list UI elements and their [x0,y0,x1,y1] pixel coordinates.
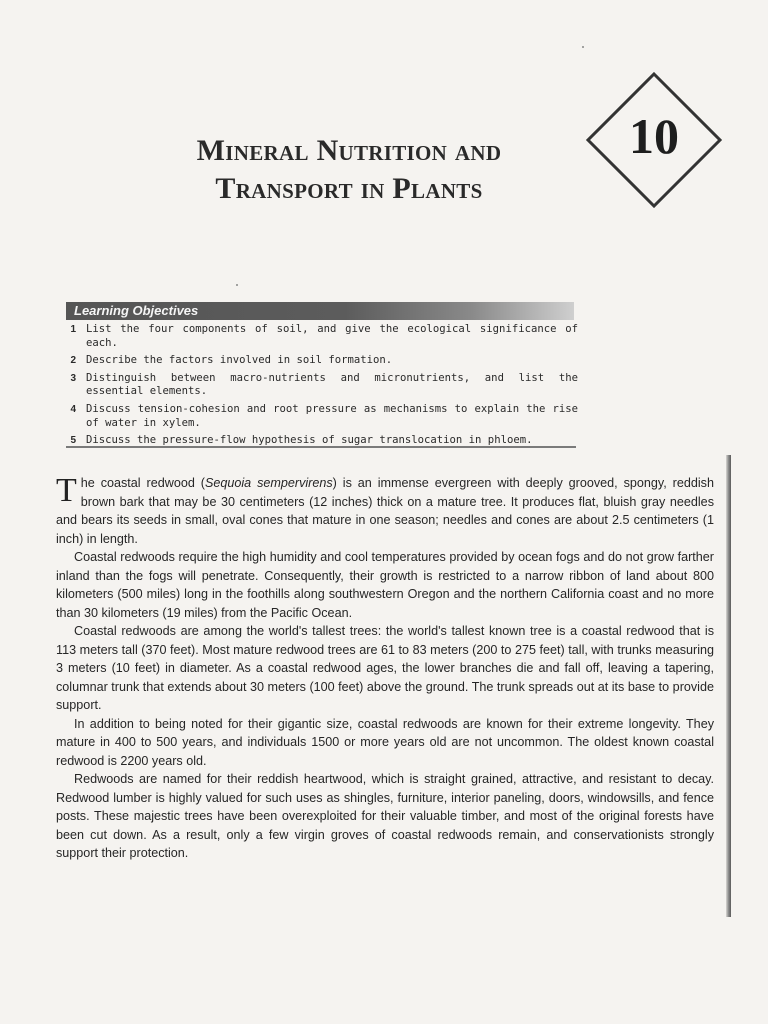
objective-number: 5 [70,435,76,447]
chapter-number: 10 [629,108,679,164]
objective-number: 4 [70,403,76,415]
objective-item [66,354,578,368]
objective-text: Distinguish between macro-nutrients and micronutrients, and list the essential elements. [86,371,578,398]
objective-item [66,372,578,399]
section-divider [66,446,576,448]
learning-objectives-list [66,323,578,452]
chapter-title-line-2: Transport in Plants [215,172,483,206]
objective-number: 2 [70,355,76,367]
species-name: Sequoia sempervirens [204,476,333,490]
scan-speck [582,46,584,48]
chapter-title [134,132,564,208]
page-edge-shadow [726,455,731,917]
objective-number: 1 [70,324,76,335]
paragraph-5: Redwoods are named for their reddish heartwood, which is straight grained, attractive, and resistant to decay. Redwood lumber is highly valued for such uses as shingles, furniture, interior paneling, doors, windowsills, and fence posts. These majestic trees have been overexploited for their valuable timber, and most of the original forests have been cut down. As a result, only a few virgin groves of coastal redwoods remain, and conservationists strongly support their protection. [56,772,714,860]
objective-text: Discuss tension-cohesion and root pressure as mechanisms to explain the rise of water in xylem. [86,402,578,429]
chapter-title-line-1: Mineral Nutrition and [196,134,502,168]
paragraph-1-text-a: he coastal redwood ( [80,476,205,490]
learning-objectives-label: Learning Objectives [74,303,199,318]
objective-number: 3 [70,372,76,384]
body-text [56,474,714,863]
paragraph-1-text-b: ) is an immense evergreen with deeply grooved, spongy, reddish brown bark that may be 30 centimeters (12 inches) thick on a mature tree. It produces flat, bluish gray needles and bears its seeds in small, oval cones that mature in one season; needles and cones are about 2.5 centimeters (1 inch) in length. [56,476,714,546]
learning-objectives-header [66,302,574,320]
scan-speck [236,284,238,286]
paragraph-1 [56,474,714,548]
paragraph-4: In addition to being noted for their gigantic size, coastal redwoods are known for their extreme longevity. They mature in 400 to 500 years, and individuals 1500 or more years old are not uncommon. The oldest known coastal redwood is 2200 years old. [56,716,714,768]
objective-text: Discuss the pressure-flow hypothesis of sugar translocation in phloem. [86,434,533,447]
objective-item [66,323,578,350]
paragraph-3: Coastal redwoods are among the world's tallest trees: the world's tallest known tree is a coastal redwood that is 113 meters tall (370 feet). Most mature redwood trees are 61 to 83 meters (200 to 275 feet) tall, with trunks measuring 3 meters (10 feet) in diameter. As a coastal redwood ages, the lower branches die and fall off, leaving a tapering, columnar trunk that extends about 30 meters (100 feet) above the ground. The trunk spreads out at its base to provide support. [56,624,714,712]
objective-item [66,403,578,430]
drop-cap: T [56,472,77,509]
objective-text: List the four components of soil, and give the ecological significance of each. [86,323,578,349]
objective-text: Describe the factors involved in soil formation. [86,354,393,367]
paragraph-2: Coastal redwoods require the high humidity and cool temperatures provided by ocean fogs and do not grow farther inland than the fogs will penetrate. Consequently, their growth is restricted to a narrow ribbon of land about 800 kilometers (500 miles) long in the foothills along southwestern Oregon and the northern California coast and no more than 30 kilometers (19 miles) from the Pacific Ocean. [56,550,714,620]
chapter-number-badge [586,72,722,208]
